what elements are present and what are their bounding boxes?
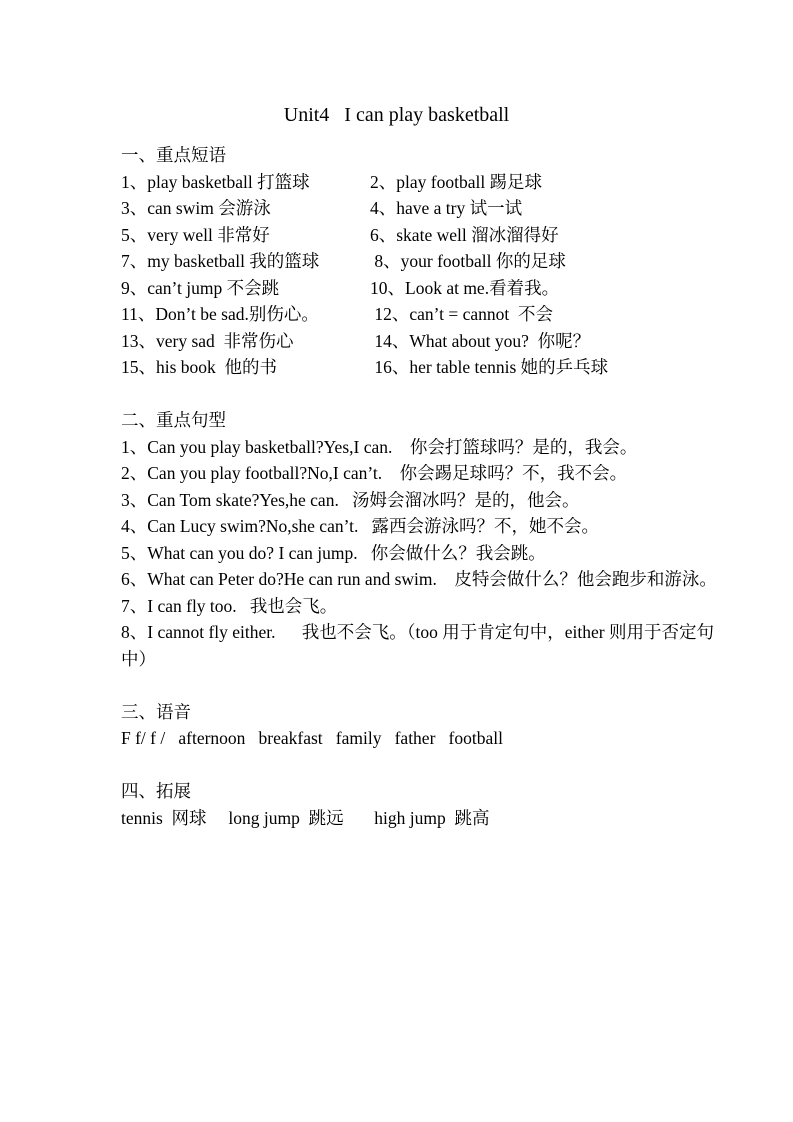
page-title: Unit4 I can play basketball bbox=[283, 104, 510, 126]
phrase-item: 1、play basketball 打篮球 bbox=[121, 171, 310, 192]
phrase-item: 12、can’t = cannot 不会 bbox=[370, 304, 554, 324]
section-key-sentences bbox=[121, 407, 727, 672]
worksheet-content bbox=[121, 142, 727, 831]
sentence-line: 4、Can Lucy swim?No,she can’t. 露西会游泳吗？不，她不会。 bbox=[121, 516, 599, 536]
sentence-line: 7、I can fly too. 我也会飞。 bbox=[121, 595, 338, 616]
section-phonics bbox=[121, 699, 727, 752]
phrase-item: 11、Don’t be sad.别伤心。 bbox=[121, 304, 319, 324]
phrase-item: 3、can swim 会游泳 bbox=[121, 198, 271, 218]
phrase-item: 2、play football 踢足球 bbox=[370, 171, 543, 192]
sentence-line: 5、What can you do? I can jump. 你会做什么？我会跳。 bbox=[121, 542, 546, 563]
section-heading-sentences: 二、重点句型 bbox=[121, 410, 226, 430]
phrase-item: 6、skate well 溜冰溜得好 bbox=[370, 224, 559, 245]
extension-line: tennis 网球 long jump 跳远 high jump 跳高 bbox=[121, 807, 490, 828]
phrase-list bbox=[121, 169, 727, 381]
phrase-item: 16、her table tennis 她的乒乓球 bbox=[370, 357, 609, 377]
phrase-item: 15、his book 他的书 bbox=[121, 357, 278, 377]
phonics-line: F f/ f / afternoon breakfast family father football bbox=[121, 728, 503, 748]
phrase-item: 13、very sad 非常伤心 bbox=[121, 330, 294, 351]
phrase-item: 14、What about you? 你呢？ bbox=[370, 330, 591, 351]
section-heading-phrases: 一、重点短语 bbox=[121, 145, 226, 165]
section-key-phrases bbox=[121, 142, 727, 381]
sentence-line: 6、What can Peter do?He can run and swim. 皮特会做什么？他会跑步和游泳。 bbox=[121, 569, 717, 589]
sentence-line: 1、Can you play basketball?Yes,I can. 你会打篮球吗？是的，我会。 bbox=[121, 436, 638, 457]
section-extension bbox=[121, 778, 727, 831]
section-heading-phonics: 三、语音 bbox=[121, 701, 191, 722]
sentence-line: 3、Can Tom skate?Yes,he can. 汤姆会溜冰吗？是的，他会。 bbox=[121, 489, 580, 510]
phrase-item: 5、very well 非常好 bbox=[121, 224, 270, 245]
phrase-item: 7、my basketball 我的篮球 bbox=[121, 251, 320, 271]
section-heading-extension: 四、拓展 bbox=[121, 781, 191, 801]
phrase-item: 8、your football 你的足球 bbox=[370, 251, 566, 271]
phrase-item: 9、can’t jump 不会跳 bbox=[121, 277, 280, 298]
phrase-item: 4、have a try 试一试 bbox=[370, 198, 523, 218]
sentence-line: 8、I cannot fly either. 我也不会飞。（too 用于肯定句中，either 则用于否定句中） bbox=[121, 622, 714, 669]
phrase-item: 10、Look at me.看着我。 bbox=[370, 277, 560, 298]
sentence-line: 2、Can you play football?No,I can’t. 你会踢足球吗？不，我不会。 bbox=[121, 463, 628, 483]
